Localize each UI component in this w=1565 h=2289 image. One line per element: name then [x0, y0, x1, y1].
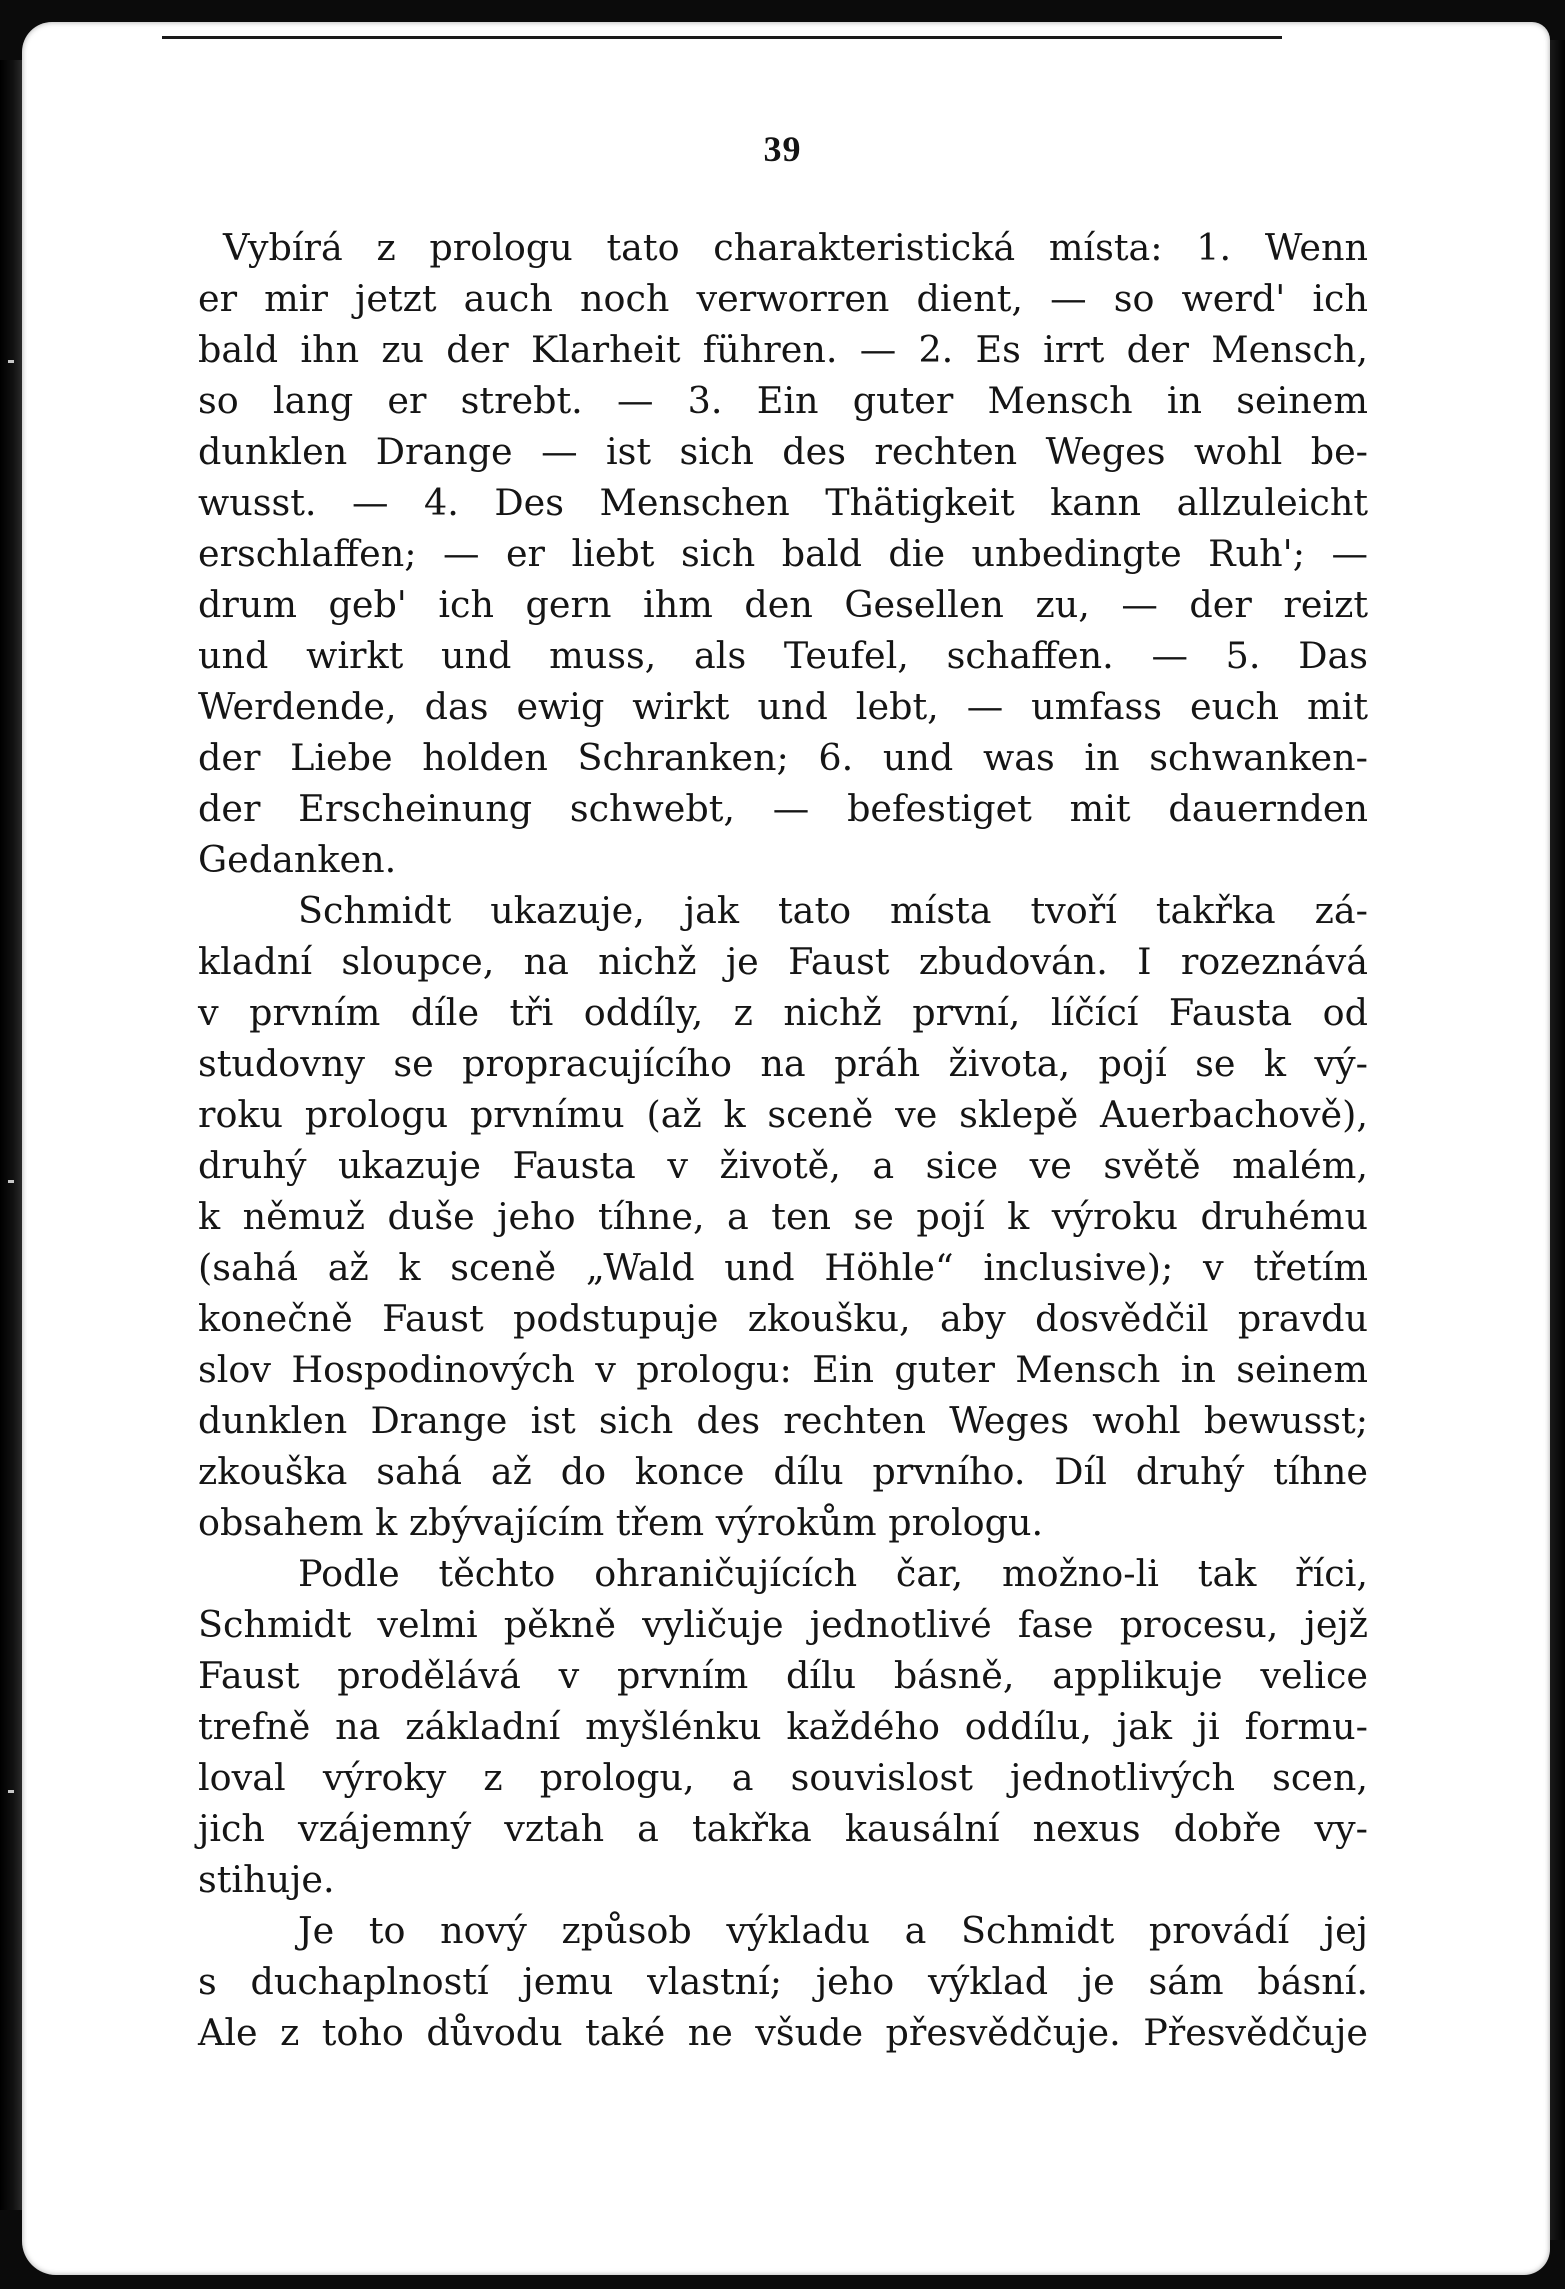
text-line: jich vzájemný vztah a takřka kausální nexus dobře vy-: [198, 1807, 1368, 1850]
text-line: Schmidt ukazuje, jak tato místa tvoří takřka zá-: [298, 889, 1368, 932]
text-line: dunklen Drange ist sich des rechten Weges wohl bewusst;: [198, 1399, 1368, 1442]
text-line: roku prologu prvnímu (až k sceně ve sklepě Auerbachově),: [198, 1093, 1368, 1136]
paragraph: [198, 1548, 1368, 1905]
text-line: (sahá až k sceně „Wald und Höhle“ inclusive); v třetím: [198, 1246, 1368, 1289]
text-line: Schmidt velmi pěkně vyličuje jednotlivé fase procesu, jejž: [198, 1603, 1368, 1646]
text-line: kladní sloupce, na nichž je Faust zbudován. I rozeznává: [198, 940, 1368, 983]
text-line: bald ihn zu der Klarheit führen. — 2. Es irrt der Mensch,: [198, 328, 1368, 371]
text-line: Faust prodělává v prvním dílu básně, applikuje velice: [198, 1654, 1368, 1697]
page-number: 39: [763, 129, 802, 169]
text-line: loval výroky z prologu, a souvislost jednotlivých scen,: [198, 1756, 1368, 1799]
text-line: s duchaplností jemu vlastní; jeho výklad je sám básní.: [198, 1960, 1368, 2003]
top-edge-rule: [162, 36, 1282, 39]
text-line: erschlaffen; — er liebt sich bald die unbedingte Ruh'; —: [198, 532, 1368, 575]
text-line: und wirkt und muss, als Teufel, schaffen. — 5. Das: [198, 634, 1368, 677]
text-line: stihuje.: [198, 1858, 335, 1901]
text-line: drum geb' ich gern ihm den Gesellen zu, — der reizt: [198, 583, 1368, 626]
binding-shadow: [0, 60, 22, 2210]
text-line: konečně Faust podstupuje zkoušku, aby dosvědčil pravdu: [198, 1297, 1368, 1340]
text-line: slov Hospodinových v prologu: Ein guter Mensch in seinem: [198, 1348, 1368, 1391]
text-line: so lang er strebt. — 3. Ein guter Mensch in seinem: [198, 379, 1368, 422]
text-line: wusst. — 4. Des Menschen Thätigkeit kann allzuleicht: [198, 481, 1368, 524]
edge-mark: [8, 1790, 14, 1793]
text-line: druhý ukazuje Fausta v životě, a sice ve světě malém,: [198, 1144, 1368, 1187]
text-line: Ale z toho důvodu také ne všude přesvědčuje. Přesvědčuje: [198, 2011, 1368, 2054]
text-line: Gedanken.: [198, 838, 397, 881]
paragraph: [198, 222, 1368, 885]
text-line: Je to nový způsob výkladu a Schmidt provádí jej: [298, 1909, 1368, 1952]
body-text: [198, 222, 1368, 2058]
text-line: er mir jetzt auch noch verworren dient, — so werd' ich: [198, 277, 1368, 320]
text-line: studovny se propracujícího na práh života, pojí se k vý-: [198, 1042, 1368, 1085]
text-line: v prvním díle tři oddíly, z nichž první, líčící Fausta od: [198, 991, 1368, 1034]
text-line: der Erscheinung schwebt, — befestiget mit dauernden: [198, 787, 1368, 830]
text-line: trefně na základní myšlénku každého oddílu, jak ji formu-: [198, 1705, 1368, 1748]
text-line: obsahem k zbývajícím třem výrokům prologu.: [198, 1501, 1044, 1544]
edge-mark: [8, 1180, 14, 1183]
text-line: zkouška sahá až do konce dílu prvního. Díl druhý tíhne: [198, 1450, 1368, 1493]
text-line: der Liebe holden Schranken; 6. und was in schwanken-: [198, 736, 1368, 779]
text-line: k němuž duše jeho tíhne, a ten se pojí k výroku druhému: [198, 1195, 1368, 1238]
text-line: Vybírá z prologu tato charakteristická místa: 1. Wenn: [223, 226, 1368, 269]
text-line: Werdende, das ewig wirkt und lebt, — umfass euch mit: [198, 685, 1368, 728]
paragraph: [198, 885, 1368, 1548]
text-line: Podle těchto ohraničujících čar, možno-li tak říci,: [298, 1552, 1368, 1595]
paragraph: [198, 1905, 1368, 2058]
edge-shadow: [1550, 40, 1565, 2240]
edge-mark: [8, 360, 14, 363]
text-line: dunklen Drange — ist sich des rechten Weges wohl be-: [198, 430, 1368, 473]
